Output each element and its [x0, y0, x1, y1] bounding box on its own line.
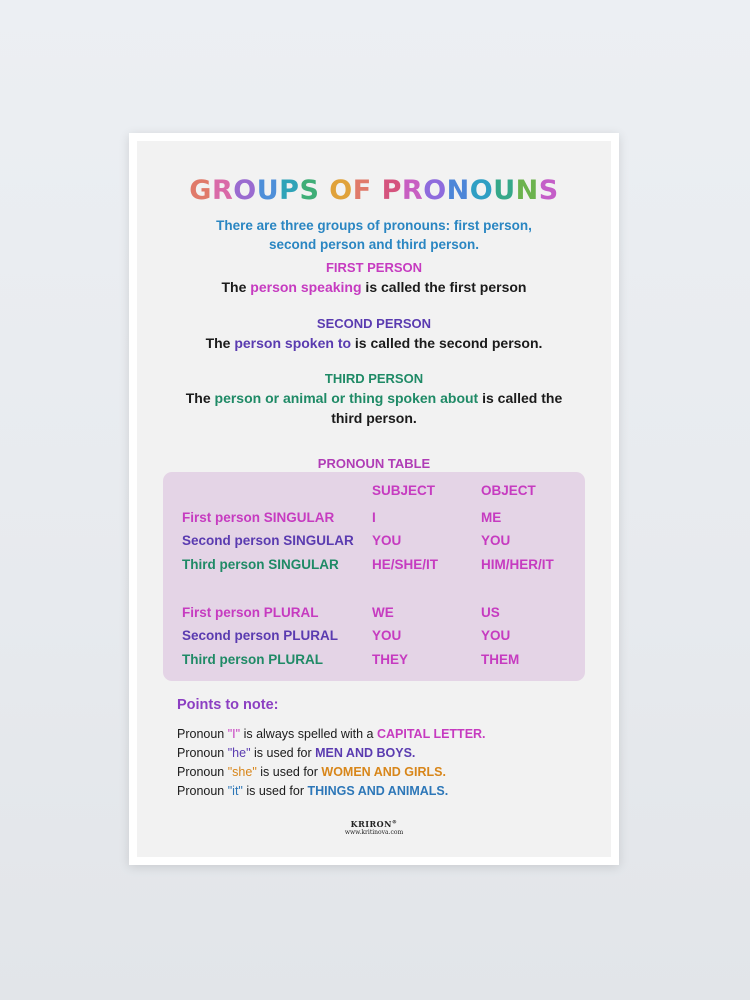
note-pre: Pronoun: [177, 746, 228, 760]
note-end: WOMEN AND GIRLS.: [321, 765, 446, 779]
title-letter: R: [401, 175, 424, 206]
title-letter: [372, 175, 382, 206]
second-person-definition: [161, 333, 587, 353]
title-letter: P: [279, 175, 300, 206]
brand-logo: [137, 819, 611, 837]
third-person-section: [161, 370, 587, 428]
note-mid: is used for: [250, 746, 316, 760]
row-object: YOU: [481, 533, 511, 548]
title-letter: S: [299, 175, 320, 206]
third-person-definition-line-2: third person.: [331, 410, 417, 426]
row-object: THEM: [481, 652, 520, 667]
row-object: HIM/HER/IT: [481, 557, 554, 572]
first-person-section: [161, 259, 587, 297]
intro-line-1: There are three groups of pronouns: first person,: [216, 218, 532, 233]
title-letter: N: [515, 175, 539, 206]
row-label: Third person PLURAL: [182, 652, 323, 667]
row-label: Second person SINGULAR: [182, 533, 354, 548]
third-person-definition: [161, 388, 587, 408]
first-person-heading: FIRST PERSON: [325, 260, 423, 275]
column-header-object: OBJECT: [481, 483, 536, 498]
intro-line-2: second person and third person.: [268, 237, 480, 252]
first-person-highlight: person speaking: [250, 279, 362, 295]
row-subject: HE/SHE/IT: [372, 557, 439, 572]
note-item: [177, 763, 591, 782]
brand-name: [137, 819, 611, 829]
registered-mark: ®: [391, 819, 398, 826]
notes-title: Points to note:: [177, 697, 279, 713]
row-subject: YOU: [372, 533, 402, 548]
note-item: [177, 725, 591, 744]
second-person-heading: SECOND PERSON: [316, 316, 432, 331]
pronoun-table-heading: PRONOUN TABLE: [317, 456, 431, 471]
title-letter: O: [469, 175, 494, 206]
title-letter: O: [423, 175, 447, 206]
third-person-highlight: person or animal or thing spoken about: [214, 390, 479, 406]
title-letter: F: [352, 175, 372, 206]
title-letter: G: [189, 175, 212, 206]
note-word: "I": [227, 727, 241, 741]
brand-text: KRIRON: [350, 819, 392, 829]
note-mid: is always spelled with a: [240, 727, 377, 741]
title-letter: R: [211, 175, 234, 206]
pronoun-table: [163, 472, 585, 681]
title-letter: O: [329, 175, 353, 206]
third-person-pre: The: [185, 390, 215, 406]
row-subject: I: [372, 510, 376, 525]
row-subject: THEY: [372, 652, 409, 667]
row-subject: WE: [372, 605, 394, 620]
poster-title: [137, 175, 611, 206]
note-mid: is used for: [242, 784, 308, 798]
note-word: "it": [227, 784, 243, 798]
row-label: First person SINGULAR: [182, 510, 335, 525]
title-letter: U: [493, 175, 516, 206]
first-person-post: is called the first person: [361, 279, 527, 295]
third-person-heading: THIRD PERSON: [324, 371, 424, 386]
title-letter: U: [256, 175, 280, 206]
brand-url: www.kritinova.com: [344, 829, 404, 836]
notes-list: [177, 725, 591, 801]
note-pre: Pronoun: [177, 727, 228, 741]
column-header-subject: SUBJECT: [372, 483, 436, 498]
note-mid: is used for: [256, 765, 322, 779]
row-label: First person PLURAL: [182, 605, 319, 620]
note-word: "he": [227, 746, 251, 760]
row-label: Second person PLURAL: [182, 628, 339, 643]
poster-sheet: [137, 141, 611, 857]
note-pre: Pronoun: [177, 784, 228, 798]
title-letter: N: [446, 175, 470, 206]
title-letter: P: [381, 175, 402, 206]
note-item: [177, 744, 591, 763]
intro-text: [177, 216, 571, 254]
note-pre: Pronoun: [177, 765, 228, 779]
row-object: YOU: [481, 628, 511, 643]
note-end: CAPITAL LETTER.: [376, 727, 486, 741]
note-end: THINGS AND ANIMALS.: [307, 784, 449, 798]
first-person-pre: The: [221, 279, 251, 295]
second-person-post: is called the second person.: [351, 335, 543, 351]
row-object: ME: [481, 510, 502, 525]
note-item: [177, 782, 591, 801]
title-letter: O: [233, 175, 257, 206]
row-subject: YOU: [372, 628, 402, 643]
note-word: "she": [227, 765, 257, 779]
row-object: US: [481, 605, 500, 620]
third-person-post: is called the: [478, 390, 563, 406]
poster: [129, 133, 619, 865]
row-label: Third person SINGULAR: [182, 557, 339, 572]
title-letter: S: [538, 175, 559, 206]
title-letter: [319, 175, 329, 206]
second-person-section: [161, 315, 587, 353]
note-end: MEN AND BOYS.: [315, 746, 416, 760]
second-person-pre: The: [205, 335, 235, 351]
first-person-definition: [161, 277, 587, 297]
second-person-highlight: person spoken to: [234, 335, 352, 351]
